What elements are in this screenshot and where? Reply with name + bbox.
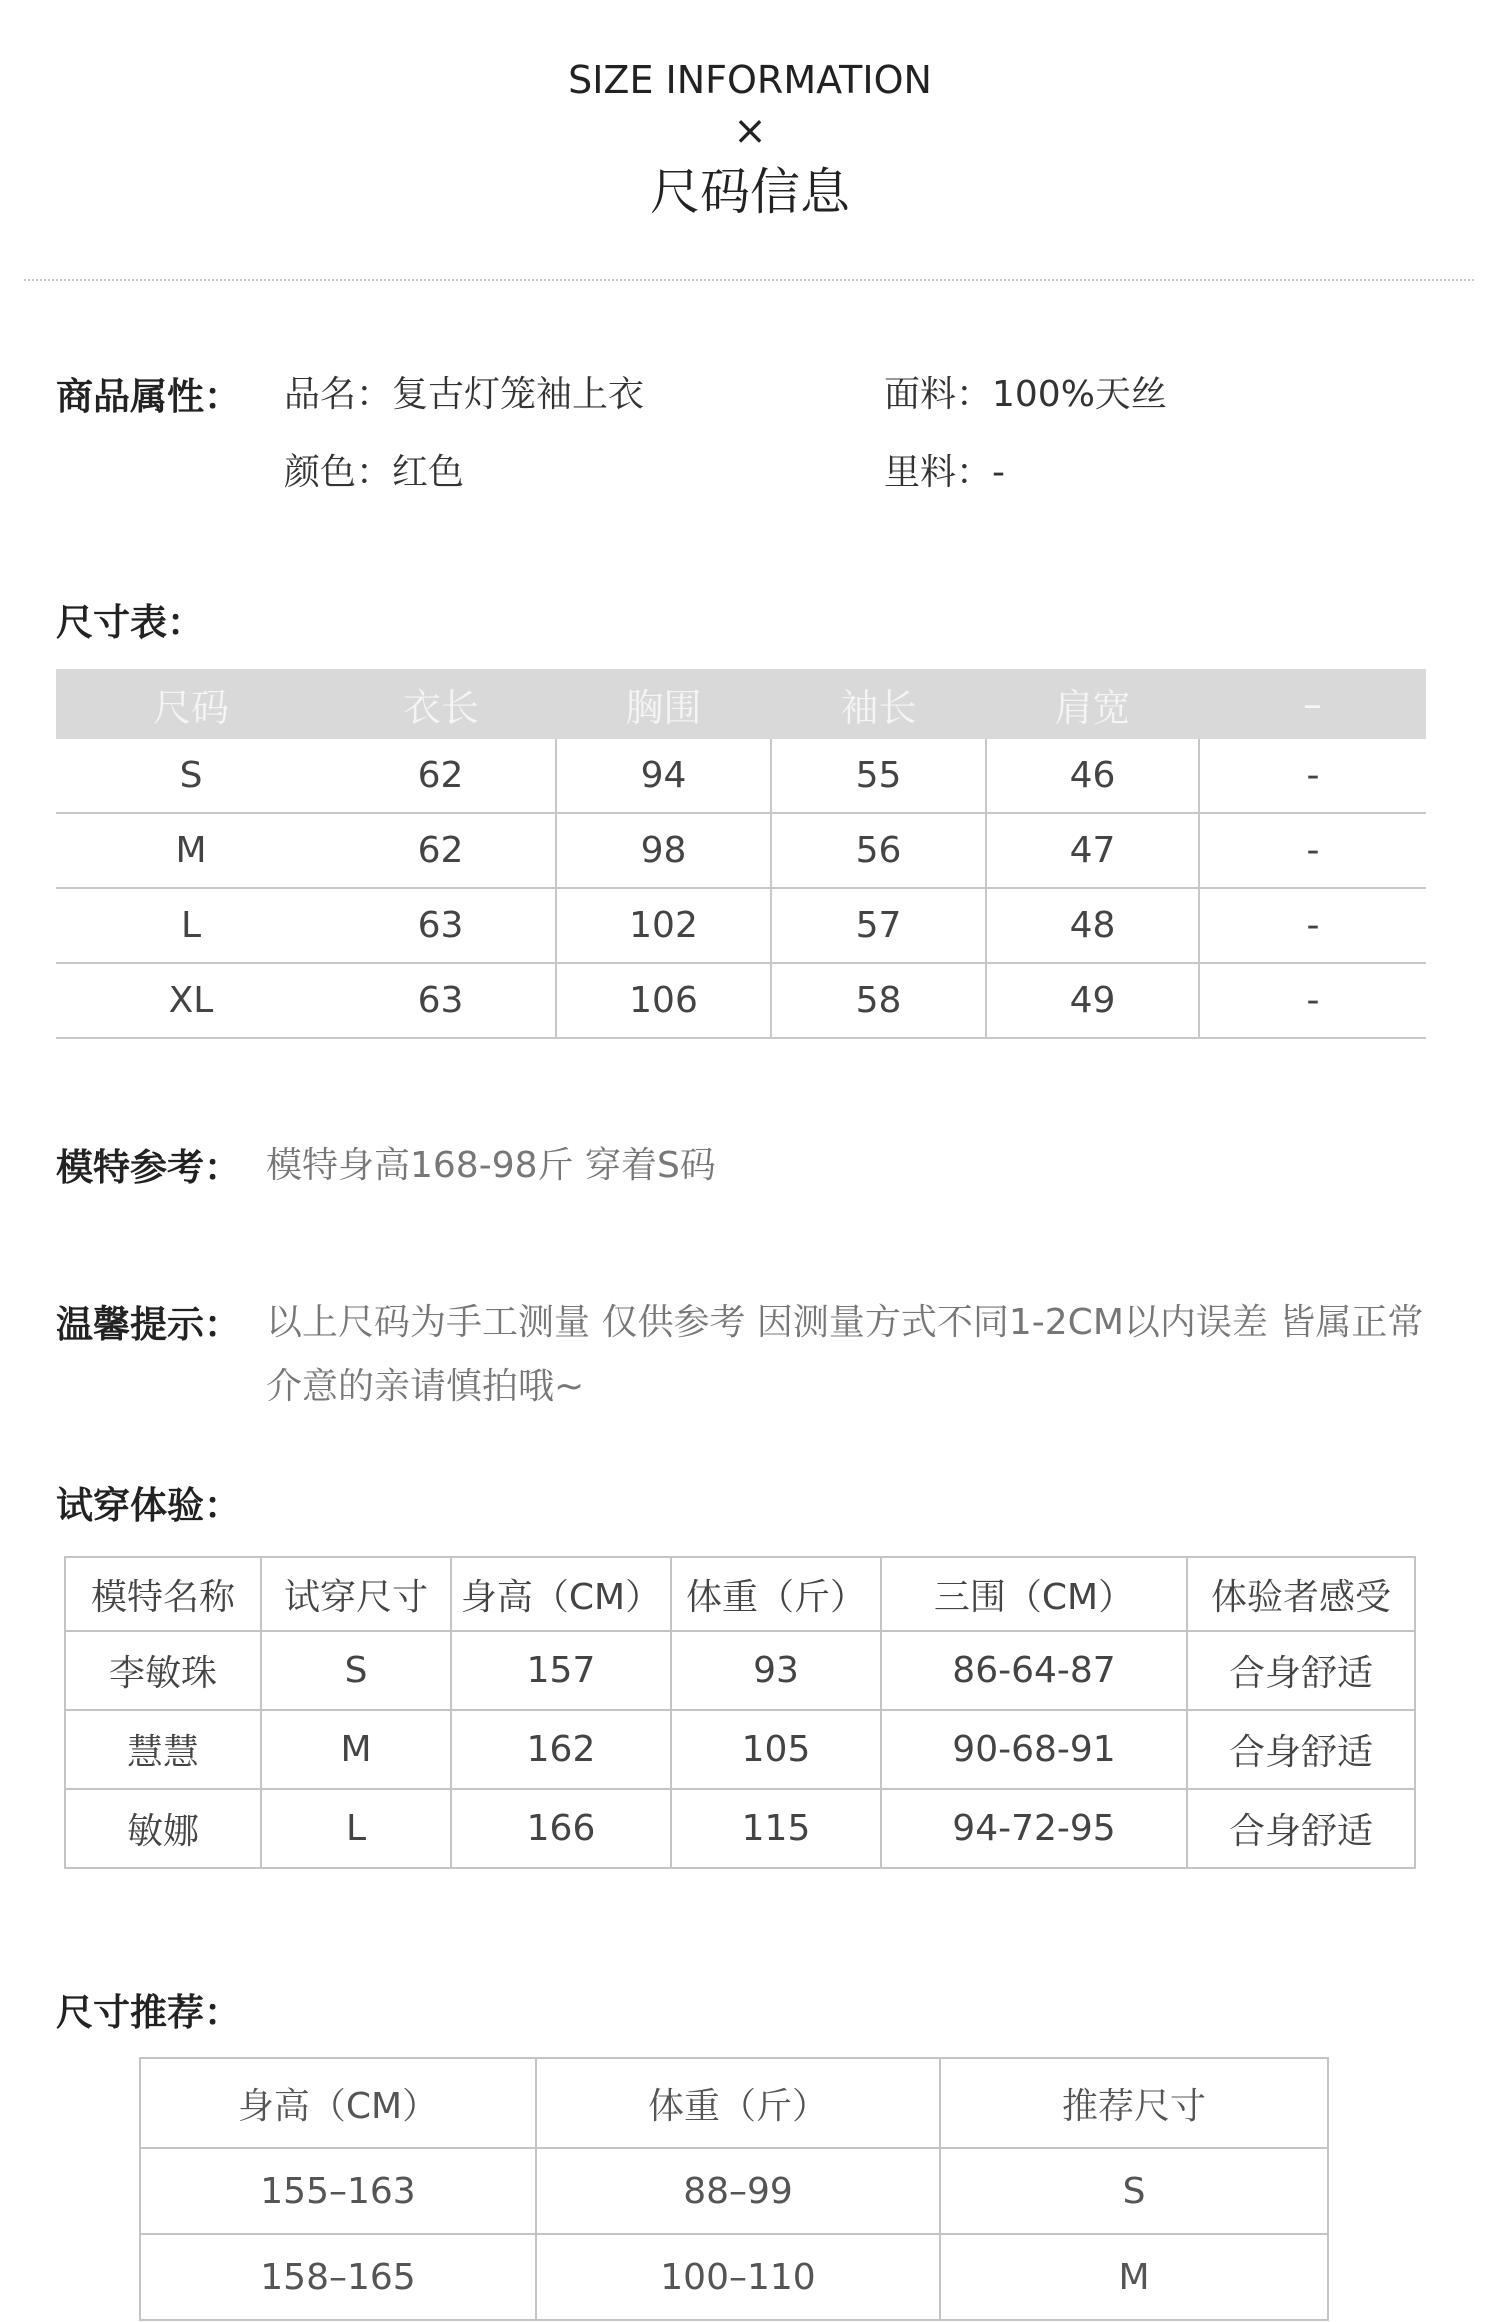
size-chart-label: 尺寸表： <box>56 601 204 644</box>
try-on-header-cell: 体重（斤） <box>671 1557 881 1631</box>
title-chinese: 尺码信息 <box>650 163 850 221</box>
table-cell: 62 <box>326 813 556 888</box>
table-row <box>65 1789 1415 1868</box>
table-cell: M <box>56 813 326 888</box>
size-chart-header-cell: 袖长 <box>771 669 986 739</box>
table-cell: - <box>1199 739 1426 813</box>
table-cell: XL <box>56 963 326 1038</box>
table-cell: 94-72-95 <box>881 1789 1187 1868</box>
table-cell: - <box>1199 888 1426 963</box>
recommend-header-cell: 身高（CM） <box>140 2058 536 2148</box>
table-cell: - <box>1199 963 1426 1038</box>
table-cell: 106 <box>556 963 771 1038</box>
table-cell: 158–165 <box>140 2234 536 2320</box>
table-cell: 慧慧 <box>65 1710 261 1789</box>
table-cell: S <box>56 739 326 813</box>
try-on-header-cell: 试穿尺寸 <box>261 1557 451 1631</box>
attribute-color: 颜色：红色 <box>284 452 465 493</box>
table-cell: 63 <box>326 888 556 963</box>
table-cell: 47 <box>986 813 1199 888</box>
table-cell: 合身舒适 <box>1187 1789 1415 1868</box>
model-reference-label: 模特参考： <box>56 1146 241 1189</box>
size-chart-header-cell: – <box>1199 669 1426 739</box>
table-cell: 102 <box>556 888 771 963</box>
table-cell: 49 <box>986 963 1199 1038</box>
table-cell: S <box>261 1631 451 1710</box>
try-on-header-row <box>65 1557 1415 1631</box>
table-cell: 86-64-87 <box>881 1631 1187 1710</box>
table-cell: 合身舒适 <box>1187 1631 1415 1710</box>
table-cell: 157 <box>451 1631 671 1710</box>
table-cell: 100–110 <box>536 2234 940 2320</box>
table-cell: - <box>1199 813 1426 888</box>
table-row <box>140 2148 1328 2234</box>
try-on-header-cell: 模特名称 <box>65 1557 261 1631</box>
table-cell: 94 <box>556 739 771 813</box>
title-separator: × <box>733 108 767 154</box>
table-row <box>56 963 1426 1038</box>
table-cell: 155–163 <box>140 2148 536 2234</box>
recommend-header-row <box>140 2058 1328 2148</box>
attribute-lining: 里料：- <box>884 452 1005 493</box>
try-on-header-cell: 三围（CM） <box>881 1557 1187 1631</box>
table-cell: 58 <box>771 963 986 1038</box>
table-cell: 敏娜 <box>65 1789 261 1868</box>
size-chart-header-cell: 胸围 <box>556 669 771 739</box>
table-cell: S <box>940 2148 1328 2234</box>
table-cell: 62 <box>326 739 556 813</box>
table-cell: M <box>261 1710 451 1789</box>
recommend-header-cell: 体重（斤） <box>536 2058 940 2148</box>
model-reference-text: 模特身高168-98斤 穿着S码 <box>266 1145 716 1186</box>
table-row <box>65 1710 1415 1789</box>
recommend-label: 尺寸推荐： <box>56 1991 241 2034</box>
title-english: SIZE INFORMATION <box>568 58 932 102</box>
table-cell: 88–99 <box>536 2148 940 2234</box>
table-cell: 55 <box>771 739 986 813</box>
table-cell: 56 <box>771 813 986 888</box>
table-row <box>56 888 1426 963</box>
attributes-label: 商品属性： <box>56 375 241 418</box>
size-chart-header-cell: 衣长 <box>326 669 556 739</box>
table-row <box>56 813 1426 888</box>
table-cell: 46 <box>986 739 1199 813</box>
table-cell: 166 <box>451 1789 671 1868</box>
table-cell: 63 <box>326 963 556 1038</box>
table-cell: 93 <box>671 1631 881 1710</box>
table-cell: 98 <box>556 813 771 888</box>
table-row <box>56 739 1426 813</box>
table-row <box>65 1631 1415 1710</box>
table-row <box>140 2234 1328 2320</box>
table-cell: 105 <box>671 1710 881 1789</box>
table-cell: 合身舒适 <box>1187 1710 1415 1789</box>
try-on-table <box>64 1556 1416 1869</box>
try-on-header-cell: 身高（CM） <box>451 1557 671 1631</box>
table-cell: 李敏珠 <box>65 1631 261 1710</box>
size-chart-header-row <box>56 669 1426 739</box>
try-on-header-cell: 体验者感受 <box>1187 1557 1415 1631</box>
table-cell: 162 <box>451 1710 671 1789</box>
table-cell: 48 <box>986 888 1199 963</box>
size-chart-table <box>56 669 1426 1039</box>
size-chart-header-cell: 肩宽 <box>986 669 1199 739</box>
table-cell: L <box>261 1789 451 1868</box>
table-cell: 115 <box>671 1789 881 1868</box>
size-chart-header-cell: 尺码 <box>56 669 326 739</box>
attribute-fabric: 面料：100%天丝 <box>884 374 1167 415</box>
recommend-header-cell: 推荐尺寸 <box>940 2058 1328 2148</box>
try-on-label: 试穿体验： <box>56 1484 241 1527</box>
tip-text-line2: 介意的亲请慎拍哦~ <box>266 1366 585 1407</box>
attribute-name: 品名：复古灯笼袖上衣 <box>284 374 645 415</box>
table-cell: L <box>56 888 326 963</box>
table-cell: 90-68-91 <box>881 1710 1187 1789</box>
recommend-table <box>139 2057 1329 2321</box>
table-cell: 57 <box>771 888 986 963</box>
table-cell: M <box>940 2234 1328 2320</box>
dotted-divider <box>24 279 1474 281</box>
tip-label: 温馨提示： <box>56 1303 241 1346</box>
tip-text-line1: 以上尺码为手工测量 仅供参考 因测量方式不同1-2CM以内误差 皆属正常 <box>266 1302 1424 1343</box>
